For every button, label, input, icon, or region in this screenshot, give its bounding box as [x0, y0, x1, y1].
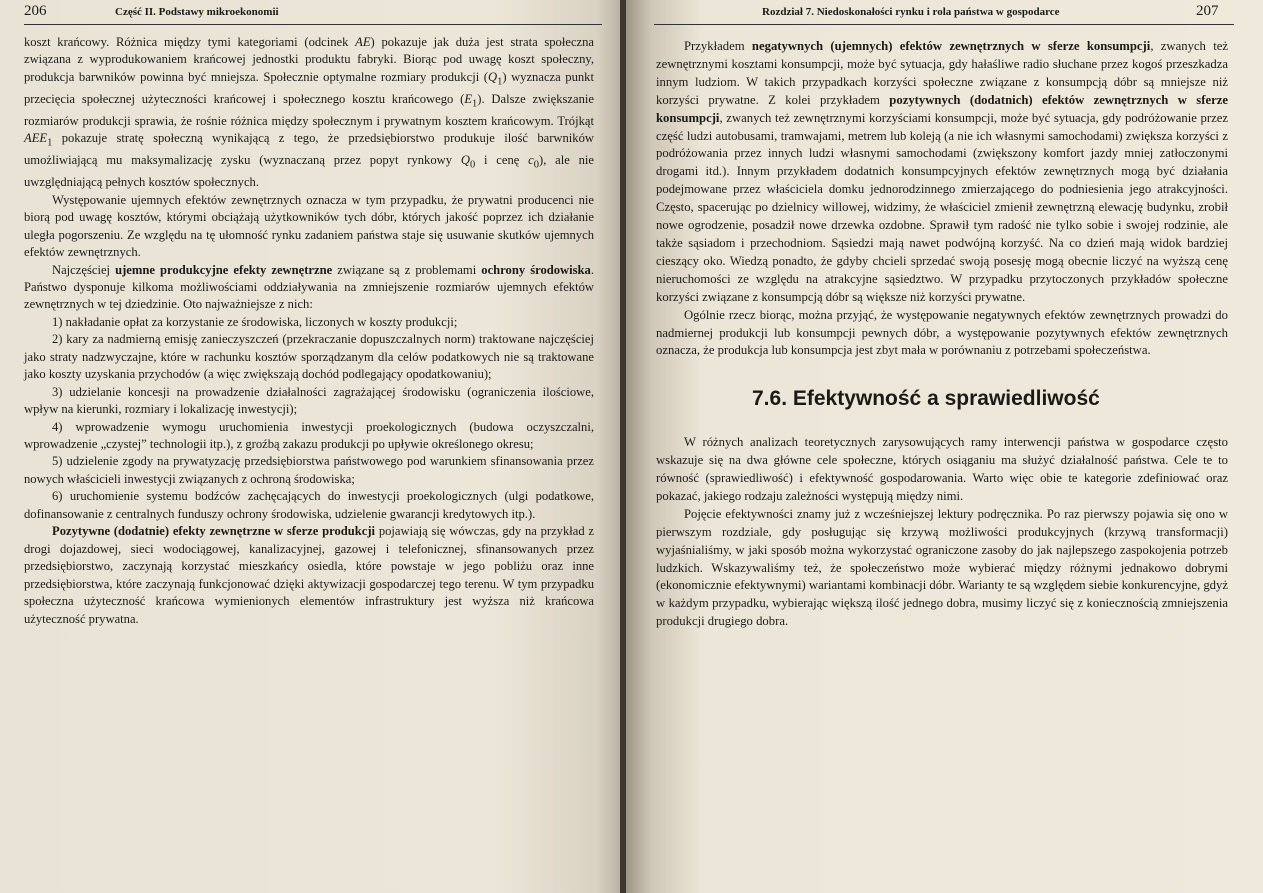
paragraph: [24, 523, 594, 628]
text-run: W różnych analizach teoretycznych zarysowujących ramy interwencji państwa w gospodarce często wskazuje się na dwa główne cele społeczne, których osiąganiu ma służyć działalność państwa. Cele te to równość (sprawiedliwość) i efektywność gospodarowania. Warto więc obie te kategorie zdefiniować oraz pokazać, jakiego rodzaju zależności występują między nimi.: [656, 435, 1228, 503]
page-number: 206: [24, 3, 47, 19]
paragraph: [24, 488, 594, 523]
text-run: , zwanych też zewnętrznymi korzyściami konsumpcji, może być sytuacja, gdy podróżowanie przez część ludzi autobusami, tramwajami, metrem lub koleją (a nie ich własnymi samochodami) zwiększa korzyści z podróżowania przez innych ludzi własnymi samochodami (zwiększony komfort jazdy mniej zatłoczonymi drogami itd.). Innym przykładem dodatnich konsumpcyjnych efektów zewnętrznych mogą być działania podejmowane przez właściciela domku jednorodzinnego zmierzającego do podniesienia jego atrakcyjności. Często, spacerując po dzielnicy willowej, widzimy, że właściciel zmienił zewnętrzną elewację budynku, zrobił nowe ogrodzenie, posadził nowe drzewka ozdobne. Sprawił tym radość nie tylko sobie i swojej rodzinie, ale także sąsiadom i przechodniom. Sąsiedzi mają nawet podwójną korzyść. Na co dzień mają widok bardziej cieszący oko. Wiedzą ponadto, że gdyby chcieli sprzedać swoją posesję mogą obecnie liczyć na wyższą cenę nieruchomości ze względu na atrakcyjne sąsiedztwo. W przypadku przytoczonych przykładów społeczne korzyści związane z konsumpcją dóbr są większe niż korzyści prywatne.: [656, 110, 1228, 304]
text-run: pokazuje stratę społeczną wynikającą z tego, że przedsiębiorstwo produkuje ilość barwników umożliwiającą mu maksymalizację zysku (wyznaczaną przez popyt rynkowy: [24, 131, 594, 168]
paragraph: [24, 34, 594, 192]
text-run: 1: [497, 76, 503, 88]
paragraph: [24, 384, 594, 419]
text-run: E: [464, 91, 473, 106]
running-head: Część II. Podstawy mikroekonomii: [115, 6, 279, 18]
paragraph: [24, 192, 594, 262]
bold-term: Pozytywne (dodatnie) efekty zewnętrzne w sferze produkcji: [52, 524, 376, 539]
text-run: 5) udzielenie zgody na prywatyzację przedsiębiorstwa państwowego pod warunkiem sfinansowania przez nowych właścicieli inwestycji związanych z ochroną środowiska;: [24, 454, 594, 486]
body-text: [24, 34, 594, 628]
paragraph: [656, 434, 1228, 506]
paragraph: [24, 453, 594, 488]
text-run: ). Dalsze zwiększanie rozmiarów produkcji sprawia, że rośnie różnica między społecznym i prywatnym kosztem krańcowym. Trójkąt: [24, 91, 594, 128]
text-run: 0: [469, 159, 476, 171]
text-run: 0: [533, 159, 540, 171]
text-run: związane są z problemami: [332, 262, 482, 277]
header-rule: [654, 24, 1234, 25]
left-page: [0, 0, 622, 893]
text-run: Pojęcie efektywności znamy już z wcześniejszej lektury podręcznika. Po raz pierwszy pojawia się ono w pierwszym rozdziale, gdy posługując się krzywą możliwości produkcyjnych (krzywą transformacji) wyjaśnialiśmy, w jaki sposób można wykorzystać ograniczone zasoby do jak najlepszego zaspokojenia potrzeb ludzkich. Wskazywaliśmy też, że społeczeństwo może wybierać między różnymi jednakowo dobrymi (ekonomicznie efektywnymi) wariantami kombinacji dóbr. Warianty te są względem siebie konkurencyjne, gdyż w każdym przypadku, wybierając większą ilość jednego dobra, musimy liczyć się z koniecznością zmniejszenia produkcji drugiego dobra.: [656, 506, 1228, 629]
paragraph: [656, 506, 1228, 631]
text-run: c: [528, 153, 534, 168]
header-rule: [24, 24, 602, 25]
paragraph: [24, 419, 594, 454]
text-run: ) wyznacza punkt przecięcia społecznej użyteczności krańcowej i społecznego kosztu krańcowego (: [24, 69, 594, 106]
paragraph: [656, 38, 1228, 307]
paragraph: [24, 314, 594, 331]
text-run: Najczęściej: [52, 262, 116, 277]
paragraph: [656, 307, 1228, 361]
paragraph: [24, 331, 594, 383]
text-run: AEE: [24, 131, 48, 146]
text-run: 2) kary za nadmierną emisję zanieczyszczeń (przekraczanie dopuszczalnych norm) traktowane najczęściej jako straty nadzwyczajne, które w rachunku kosztów sporządzanym dla celów podatkowych nie są traktowane jako koszty uzyskania przychodów (a więc zwiększają dochód podlegający opodatkowaniu);: [24, 332, 594, 382]
text-run: 1: [472, 98, 478, 110]
text-run: Q: [487, 69, 498, 84]
running-head: Rozdział 7. Niedoskonałości rynku i rola państwa w gospodarce: [762, 6, 1060, 18]
bold-term: pozytywnych (dodatnich) efektów zewnętrznych w sferze konsumpcji: [656, 92, 1228, 125]
text-run: 6) uruchomienie systemu bodźców zachęcających do inwestycji proekologicznych (ulgi podatkowe, dofinansowanie z centralnych funduszy ochrony środowiska, udzielenie gwarancji kredytowych itp.).: [24, 489, 594, 521]
text-run: AE: [355, 35, 371, 49]
text-run: Przykładem: [684, 39, 752, 53]
text-run: , zwanych też zewnętrznymi kosztami konsumpcji, może być sytuacja, gdy hałaśliwe radio słuchane przez kogoś przeszkadza innym ludziom. W takich przypadkach korzyści społeczne związane z konsumpcją dóbr są mniejsze niż korzyści prywatne. Z kolei przykładem: [656, 39, 1228, 107]
text-run: Ogólnie rzecz biorąc, można przyjąć, że występowanie negatywnych efektów zewnętrznych prowadzi do nadmiernej produkcji lub konsumpcji pewnych dóbr, a występowanie pozytywnych efektów zewnętrznych oznacza, że produkcja lub konsumpcja jest zbyt mała w porównaniu z potrzebami społeczeństwa.: [656, 307, 1228, 358]
bold-term: ochrony środowiska: [481, 262, 591, 277]
page-number: 207: [1196, 3, 1219, 19]
text-run: pojawiają się wówczas, gdy na przykład z drogi dojazdowej, sieci wodociągowej, kanalizacyjnej, gazowej i telefonicznej, sfinansowanych przez przedsiębiorstwo, zaczynają korzystać mieszkańcy osiedla, które powstaje w jego pobliżu oraz inne przedsiębiorstwa, które zaczynają funkcjonować dzięki aktywizacji gospodarczej tego terenu. W tym przypadku społeczna użyteczność krańcowa wymienionych elementów infrastruktury jest wyższa niż krańcowa użyteczność prywatna.: [24, 524, 595, 626]
text-run: ), ale nie uwzględniającą pełnych kosztów społecznych.: [24, 153, 595, 190]
text-run: . Państwo dysponuje kilkoma możliwościami oddziaływania na zmniejszenie rozmiarów ujemnych efektów zewnętrznych w tej dziedzinie. Oto najważniejsze z nich:: [24, 262, 595, 312]
text-run: 3) udzielanie koncesji na prowadzenie działalności zagrażającej środowisku (ograniczenia ilościowe, wpływ na kierunki, rozmiary i lokalizację inwestycji);: [24, 384, 594, 417]
bold-term: ujemne produkcyjne efekty zewnętrzne: [115, 262, 333, 277]
text-run: ) pokazuje jak duża jest strata społeczna związana z wyprodukowaniem krańcowej jednostki produktu fabryki. Biorąc pod uwagę koszt społeczny, produkcja barwników powinna być mniejsza. Społecznie optymalne rozmiary produkcji (: [24, 35, 595, 84]
text-run: i cenę: [475, 153, 529, 168]
paragraph: [24, 262, 594, 314]
bold-term: negatywnych (ujemnych) efektów zewnętrznych w sferze konsumpcji: [751, 39, 1151, 53]
text-run: 4) wprowadzenie wymogu uruchomienia inwestycji proekologicznych (budowa oczyszczalni, wprowadzenie „czystej” technologii itp.), z groźbą zakazu produkcji po upływie określonego okresu;: [24, 419, 594, 452]
text-run: Występowanie ujemnych efektów zewnętrznych oznacza w tym przypadku, że prywatni producenci nie biorą pod uwagę kosztów, którymi obciążają użytkowników tych dóbr, których jakość poprzez ich działanie uległa pogorszeniu. Ze względu na tę ułomność rynku zadaniem państwa staje się usuwanie skutków ujemnych efektów zewnętrznych.: [24, 192, 594, 260]
text-run: 1) nakładanie opłat za korzystanie ze środowiska, liczonych w koszty produkcji;: [52, 314, 458, 329]
text-run: 1: [47, 137, 53, 149]
text-run: koszt krańcowy. Różnica między tymi kategoriami (odcinek: [24, 35, 356, 49]
section-heading: 7.6. Efektywność a sprawiedliwość: [752, 387, 1100, 411]
body-text: [656, 38, 1228, 631]
text-run: Q: [460, 153, 470, 168]
right-page: [626, 0, 1263, 893]
